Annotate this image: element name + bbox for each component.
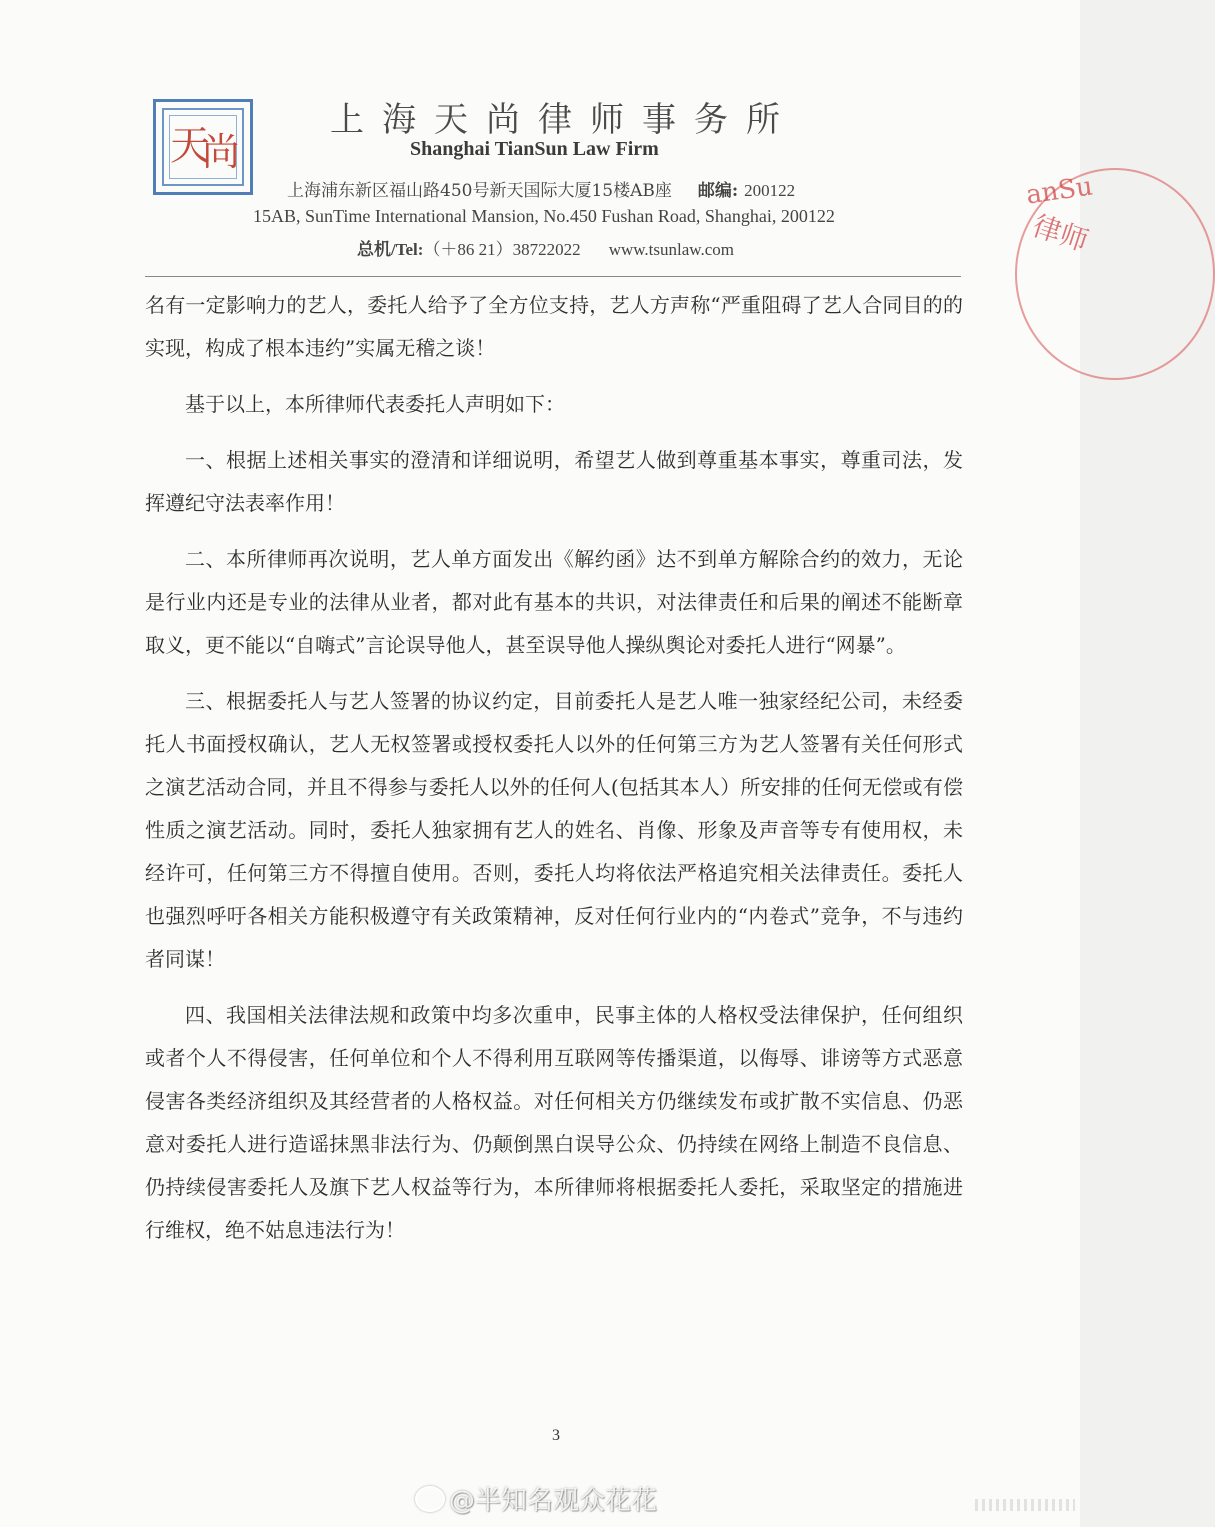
- paragraph-point-1: 一、根据上述相关事实的澄清和详细说明，希望艺人做到尊重基本事实，尊重司法，发挥遵纪守法表率作用！: [145, 448, 963, 515]
- header-divider: [145, 276, 961, 277]
- address-cn: 上海浦东新区福山路450号新天国际大厦15楼AB座: [287, 181, 672, 201]
- postcode-label: 邮编:: [697, 181, 739, 201]
- stamp-text-2: 律师: [1028, 209, 1093, 258]
- logo-char-1: 天: [170, 123, 210, 169]
- logo-char-2: 尚: [202, 130, 241, 174]
- weibo-watermark: [415, 1480, 657, 1517]
- firm-logo: [153, 99, 253, 195]
- paragraph-continued: 名有一定影响力的艺人，委托人给予了全方位支持，艺人方声称“严重阻碍了艺人合同目的的实现，构成了根本违约”实属无稽之谈！: [145, 293, 963, 360]
- paragraph-point-4: 四、我国相关法律法规和政策中均多次重申，民事主体的人格权受法律保护，任何组织或者个人不得侵害，任何单位和个人不得利用互联网等传播渠道，以侮辱、诽谤等方式恶意侵害各类经济组织及其经营者的人格权益。对任何相关方仍继续发布或扩散不实信息、仍恶意对委托人进行造谣抹黑非法行为、仍颠倒黑白误导公众、仍持续在网络上制造不良信息、仍持续侵害委托人及旗下艺人权益等行为，本所律师将根据委托人委托，采取坚定的措施进行维权，绝不姑息违法行为！: [145, 1003, 963, 1242]
- address-cn-line: [287, 176, 795, 201]
- contact-line: [357, 235, 734, 260]
- letter-body: [145, 284, 963, 1252]
- firm-name-cn: 上海天尚律师事务所: [330, 100, 798, 140]
- paragraph-statement-intro: 基于以上，本所律师代表委托人声明如下：: [185, 392, 565, 416]
- page-number: 3: [552, 1427, 560, 1444]
- paragraph-point-3: 三、根据委托人与艺人签署的协议约定，目前委托人是艺人唯一独家经纪公司，未经委托人书面授权确认，艺人无权签署或授权委托人以外的任何第三方为艺人签署有关任何形式之演艺活动合同，并且不得参与委托人以外的任何人(包括其本人）所安排的任何无偿或有偿性质之演艺活动。同时，委托人独家拥有艺人的姓名、肖像、形象及声音等专有使用权，未经许可，任何第三方不得擅自使用。否则，委托人均将依法严格追究相关法律责任。委托人也强烈呼吁各相关方能积极遵守有关政策精神，反对任何行业内的“内卷式”竞争，不与违约者同谋！: [145, 689, 963, 971]
- scan-artifact: [975, 1499, 1075, 1511]
- watermark-text: @半知名观众花花: [449, 1486, 658, 1516]
- weibo-icon: [415, 1486, 445, 1512]
- address-en: 15AB, SunTime International Mansion, No.450 Fushan Road, Shanghai, 200122: [253, 206, 835, 226]
- firm-name-en: Shanghai TianSun Law Firm: [410, 138, 659, 160]
- tel-label: 总机/Tel:: [357, 240, 424, 259]
- stamp-text-1: anSu: [1024, 171, 1095, 211]
- website: www.tsunlaw.com: [608, 240, 734, 259]
- tel-number: （＋86 21）38722022: [423, 240, 581, 259]
- postcode: 200122: [744, 181, 796, 200]
- paragraph-point-2: 二、本所律师再次说明，艺人单方面发出《解约函》达不到单方解除合约的效力，无论是行业内还是专业的法律从业者，都对此有基本的共识，对法律责任和后果的阐述不能断章取义，更不能以“自嗨式”言论误导他人，甚至误导他人操纵舆论对委托人进行“网暴”。: [145, 547, 963, 657]
